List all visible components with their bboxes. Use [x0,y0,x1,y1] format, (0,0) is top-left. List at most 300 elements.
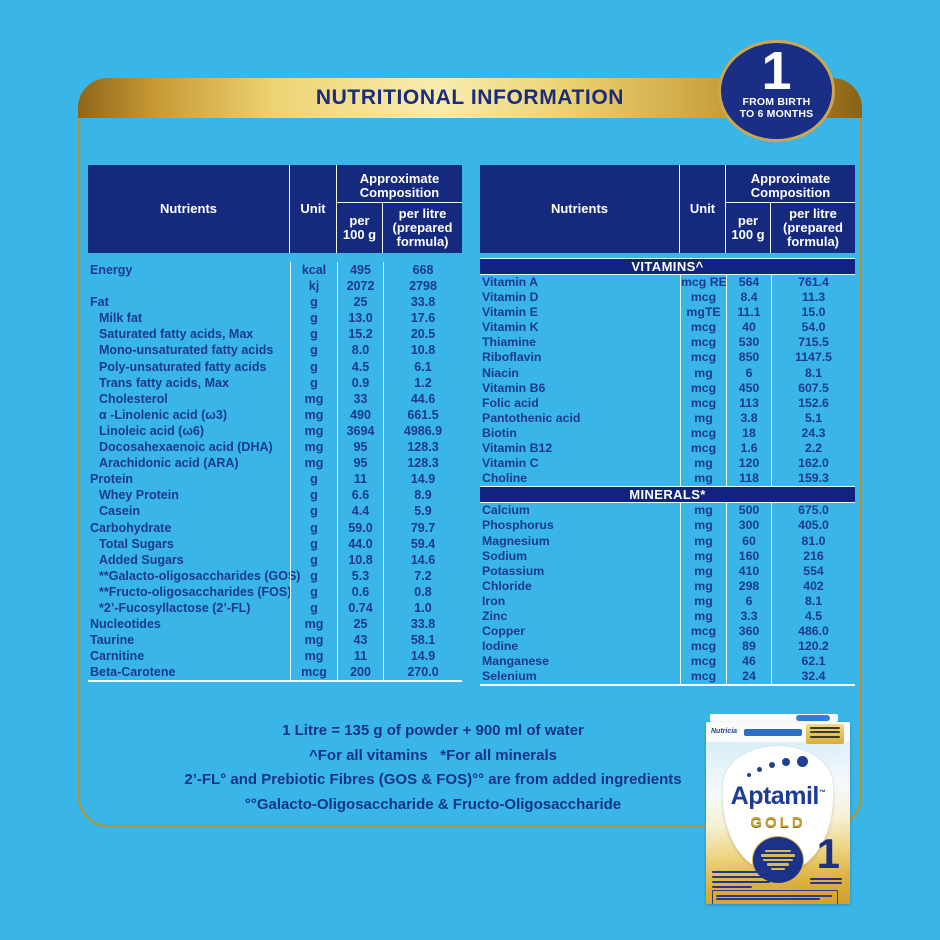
per-litre-value: 15.0 [771,305,855,320]
per-100g-value: 8.0 [337,342,383,358]
col-header-per-100g: per 100 g [337,203,383,253]
shield-dot [782,758,790,766]
shield-dot [769,762,775,768]
per-100g-value: 300 [726,518,771,533]
nutrient-name: Taurine [90,633,135,648]
nutrient-name: Vitamin B12 [482,441,553,456]
per-100g-value: 95 [337,439,383,455]
per-100g-value: 10.8 [337,552,383,568]
unit-value: mg [680,471,726,486]
unit-value: mg [290,407,337,423]
table-row [88,359,462,375]
pack-header-strip [706,722,850,742]
table-row [88,391,462,407]
unit-value: mcg [680,639,726,654]
table-row [88,487,462,503]
per-100g-value: 160 [726,549,771,564]
nutrient-name: Phosphorus [482,518,554,533]
table-row [88,471,462,487]
table-row [88,648,462,664]
nutrient-name: Docosahexaenoic acid (DHA) [99,440,273,455]
per-100g-value: 60 [726,534,771,549]
per-litre-value: 62.1 [771,654,855,669]
table-row [88,262,462,278]
table-row [480,456,855,471]
nutrient-name: Calcium [482,503,530,518]
table-row [480,639,855,654]
unit-value: mg [680,564,726,579]
per-litre-value: 2.2 [771,441,855,456]
vitamins-minerals-table-body [480,258,855,686]
unit-value: g [290,503,337,519]
per-100g-value: 18 [726,426,771,441]
nutrient-name: Vitamin B6 [482,380,546,395]
unit-value: mg [680,534,726,549]
per-litre-value: 554 [771,564,855,579]
per-litre-value: 128.3 [383,439,462,455]
per-100g-value: 46 [726,654,771,669]
per-100g-value: 11 [337,648,383,664]
per-100g-value: 24 [726,669,771,684]
table-header [88,165,462,253]
per-litre-value: 128.3 [383,455,462,471]
nutrient-name: Thiamine [482,335,536,350]
col-header-approx-composition: Approximate Composition [337,165,462,203]
stage-badge [718,40,835,142]
nutrient-name: Manganese [482,654,549,669]
per-litre-value: 5.9 [383,503,462,519]
per-100g-value: 43 [337,632,383,648]
vitamins-minerals-table [480,165,855,686]
table-header [480,165,855,253]
per-100g-value: 11 [337,471,383,487]
per-100g-value: 113 [726,396,771,411]
nutrient-name: Copper [482,624,526,639]
nutrients-table-body [88,262,462,682]
nutrient-name: Sodium [482,548,528,563]
per-litre-value: 8.1 [771,594,855,609]
unit-value: g [290,375,337,391]
unit-value: mcg RE [681,275,727,289]
nutrient-name: Beta-Carotene [90,665,176,680]
per-100g-value: 0.9 [337,375,383,391]
nutrient-name: Pantothenic acid [482,410,581,425]
per-100g-value: 120 [726,456,771,471]
per-100g-value: 850 [726,350,771,365]
table-row [88,342,462,358]
table-row [88,375,462,391]
table-row [480,381,855,396]
unit-value: g [290,310,337,326]
unit-value: mg [290,423,337,439]
per-100g-value: 360 [726,624,771,639]
per-litre-value: 0.8 [383,584,462,600]
pack-stage-caption-bars [810,876,842,884]
nutrient-name: Total Sugars [99,536,174,551]
per-litre-value: 4986.9 [383,423,462,439]
per-litre-value: 54.0 [771,320,855,335]
nutrient-name: Milk fat [99,311,143,326]
col-header-approx-composition: Approximate Composition [726,165,855,203]
table-row [88,455,462,471]
footnote-added-ingredients: 2’-FL° and Prebiotic Fibres (GOS & FOS)°° are from added ingredients [184,771,682,788]
nutrient-name: Arachidonic acid (ARA) [99,456,239,471]
nutrient-name: **Fructo-oligosaccharides (FOS) [99,584,292,599]
per-100g-value: 564 [726,275,771,290]
table-row [88,503,462,519]
per-100g-value: 15.2 [337,326,383,342]
per-litre-value: 10.8 [383,342,462,358]
nutrient-name: Iron [482,593,506,608]
nutrient-name: Vitamin E [482,305,538,320]
unit-value: mgTE [680,305,726,320]
per-litre-value: 79.7 [383,520,462,536]
unit-value: mg [290,439,337,455]
per-litre-value: 270.0 [383,664,462,680]
footnotes [88,719,778,817]
per-litre-value: 32.4 [771,669,855,684]
table-row [480,411,855,426]
table-row [480,624,855,639]
unit-value: g [290,294,337,310]
per-litre-value: 661.5 [383,407,462,423]
per-litre-value: 486.0 [771,624,855,639]
unit-value: kcal [290,262,337,278]
table-row [480,654,855,669]
pack-top-tab [796,715,830,721]
unit-value: mg [290,616,337,632]
per-litre-value: 5.1 [771,411,855,426]
table-row [480,564,855,579]
brand-name: Aptamil™ [730,782,826,810]
per-litre-value: 33.8 [383,294,462,310]
per-litre-value: 1147.5 [771,350,855,365]
unit-value: mcg [680,669,726,684]
shield-dot [757,767,762,772]
per-litre-value: 607.5 [771,381,855,396]
section-header: VITAMINS^ [480,258,855,275]
nutrient-name: Linoleic acid (ω6) [99,423,205,438]
per-100g-value: 3694 [337,423,383,439]
per-litre-value: 11.3 [771,290,855,305]
per-100g-value: 530 [726,335,771,350]
unit-value: mg [680,366,726,381]
col-header-per-100g: per 100 g [726,203,771,253]
nutrient-name: Cholesterol [99,391,168,406]
table-row [480,471,855,486]
nutrient-name: Biotin [482,425,517,440]
table-row [480,320,855,335]
table-row [88,520,462,536]
shield-dot [797,756,808,767]
per-litre-value: 162.0 [771,456,855,471]
unit-value: g [290,471,337,487]
per-100g-value: 3.8 [726,411,771,426]
section-header: MINERALS* [480,486,855,503]
table-row [88,584,462,600]
per-litre-value: 675.0 [771,503,855,518]
per-100g-value: 118 [726,471,771,486]
col-header-per-litre: per litre (prepared formula) [783,206,843,249]
unit-value: g [290,568,337,584]
pack-legal-box [712,890,838,904]
pack-description-bars [712,868,774,888]
per-litre-value: 6.1 [383,359,462,375]
per-litre-value: 24.3 [771,426,855,441]
unit-value: mcg [680,396,726,411]
nutrient-name: Vitamin A [482,275,539,289]
table-row [88,310,462,326]
per-litre-value: 7.2 [383,568,462,584]
per-litre-value: 668 [383,262,462,278]
nutrient-name: Zinc [482,608,508,623]
per-litre-value: 120.2 [771,639,855,654]
unit-value: g [290,342,337,358]
per-litre-value: 2798 [383,278,462,294]
per-100g-value: 6 [726,366,771,381]
per-litre-value: 14.9 [383,471,462,487]
per-100g-value: 59.0 [337,520,383,536]
per-litre-value: 1.2 [383,375,462,391]
nutrient-name: Vitamin D [482,290,539,305]
shield-dot [747,773,751,777]
per-100g-value: 500 [726,503,771,518]
per-litre-value: 14.9 [383,648,462,664]
table-row [88,407,462,423]
table-row [480,503,855,518]
unit-value: mcg [680,624,726,639]
nutrient-name: Vitamin C [482,456,539,471]
nutrient-name: Nucleotides [90,617,161,632]
footnote-symbols: ^For all vitamins *For all minerals [308,746,557,764]
per-100g-value: 11.1 [726,305,771,320]
nutrient-name: Poly-unsaturated fatty acids [99,359,267,374]
per-100g-value: 495 [337,262,383,278]
table-row [480,366,855,381]
table-row [480,350,855,365]
unit-value: g [290,487,337,503]
unit-value: mg [290,455,337,471]
table-row [480,579,855,594]
table-row [480,335,855,350]
per-100g-value: 2072 [337,278,383,294]
per-litre-value: 44.6 [383,391,462,407]
table-row [480,549,855,564]
table-row [88,326,462,342]
unit-value: mcg [290,664,337,680]
per-100g-value: 33 [337,391,383,407]
col-header-unit: Unit [290,165,337,253]
nutrient-name [88,278,290,294]
unit-value: mg [680,456,726,471]
per-litre-value: 59.4 [383,536,462,552]
per-100g-value: 1.6 [726,441,771,456]
table-row [480,305,855,320]
table-row [480,441,855,456]
per-100g-value: 95 [337,455,383,471]
per-100g-value: 25 [337,616,383,632]
nutrient-name: Saturated fatty acids, Max [99,327,254,342]
table-row [480,594,855,609]
unit-value: g [290,326,337,342]
nutrient-name: Casein [99,504,140,519]
pack-header-text-bar [744,729,802,736]
nutrient-name: Iodine [482,639,519,654]
table-row [88,278,462,294]
nutrient-name: Folic acid [482,395,539,410]
per-litre-value: 20.5 [383,326,462,342]
unit-value: mcg [680,335,726,350]
unit-value: g [290,520,337,536]
per-litre-value: 159.3 [771,471,855,486]
footnote-dilution: 1 Litre = 135 g of powder + 900 ml of water [282,722,584,739]
table-row [480,609,855,624]
nutrients-table [88,165,462,682]
badge-line-2: TO 6 MONTHS [739,108,814,120]
nutrient-name: Energy [90,263,133,277]
brand-variant: GOLD [750,814,806,831]
nutrient-name: Carbohydrate [90,520,172,535]
per-100g-value: 25 [337,294,383,310]
stage-number: 1 [761,41,792,101]
unit-value: mcg [680,290,726,305]
pack-stage-number: 1 [816,830,840,877]
page-title: NUTRITIONAL INFORMATION [315,86,625,109]
per-100g-value: 490 [337,407,383,423]
unit-value: mcg [680,426,726,441]
nutrient-name: Niacin [482,365,519,380]
unit-value: mg [680,503,726,518]
unit-value: mg [680,609,726,624]
table-row [88,294,462,310]
per-100g-value: 5.3 [337,568,383,584]
product-pack-image [706,714,850,906]
per-100g-value: 3.3 [726,609,771,624]
badge-line-1: FROM BIRTH [742,96,811,108]
per-100g-value: 450 [726,381,771,396]
unit-value: mg [290,648,337,664]
col-header-nutrients: Nutrients [480,165,680,253]
per-litre-value: 8.1 [771,366,855,381]
unit-value: mg [290,391,337,407]
table-row [88,616,462,632]
table-row [480,290,855,305]
nutrient-name: Fat [90,295,109,310]
nutrient-name: **Galacto-oligosaccharides (GOS) [99,568,301,583]
per-litre-value: 761.4 [771,275,855,290]
table-row [480,275,855,290]
unit-value: mg [290,632,337,648]
nutrient-name: Selenium [482,669,537,684]
unit-value: mcg [680,320,726,335]
unit-value: mg [680,411,726,426]
nutrient-name: Carnitine [90,649,145,664]
nutrient-name: Trans fatty acids, Max [99,375,229,390]
per-litre-value: 4.5 [771,609,855,624]
table-row [88,568,462,584]
per-litre-value: 152.6 [771,396,855,411]
nutricia-logo: Nutricia [711,728,738,735]
per-100g-value: 8.4 [726,290,771,305]
per-100g-value: 4.4 [337,503,383,519]
per-litre-value: 58.1 [383,632,462,648]
per-100g-value: 298 [726,579,771,594]
unit-value: g [290,359,337,375]
unit-value: mg [680,549,726,564]
table-row [480,534,855,549]
nutrient-name: Vitamin K [482,320,539,335]
table-row [480,396,855,411]
nutrient-name: Whey Protein [99,488,179,503]
per-litre-value: 14.6 [383,552,462,568]
nutrient-name: α -Linolenic acid (ω3) [99,407,227,422]
unit-value: g [290,584,337,600]
table-row [88,664,462,680]
col-header-unit: Unit [680,165,726,253]
table-row [88,600,462,616]
unit-value: mg [680,594,726,609]
per-100g-value: 89 [726,639,771,654]
per-litre-value: 17.6 [383,310,462,326]
per-100g-value: 40 [726,320,771,335]
nutrient-name: Potassium [482,563,545,578]
table-row [88,552,462,568]
per-100g-value: 0.74 [337,600,383,616]
col-header-nutrients: Nutrients [88,165,290,253]
per-100g-value: 200 [337,664,383,680]
nutrient-name: Protein [90,472,134,487]
table-row [88,423,462,439]
unit-value: kj [290,278,337,294]
table-row [480,518,855,533]
per-litre-value: 405.0 [771,518,855,533]
per-100g-value: 44.0 [337,536,383,552]
table-row [88,439,462,455]
footnote-gos-fos: °°Galacto-Oligosaccharide & Fructo-Oligosaccharide [244,795,622,813]
nutrient-name: Chloride [482,578,532,593]
table-row [480,426,855,441]
per-litre-value: 33.8 [383,616,462,632]
unit-value: g [290,552,337,568]
unit-value: mg [680,518,726,533]
nutrient-name: Added Sugars [99,552,184,567]
nutrient-name: Mono-unsaturated fatty acids [99,343,274,358]
table-row [480,669,855,684]
pack-front [706,722,850,904]
table-row [88,536,462,552]
per-100g-value: 0.6 [337,584,383,600]
per-litre-value: 81.0 [771,534,855,549]
per-litre-value: 402 [771,579,855,594]
nutrient-name: Choline [482,471,528,486]
col-header-per-litre: per litre (prepared formula) [392,206,453,249]
pack-gold-flag [806,724,844,744]
per-100g-value: 410 [726,564,771,579]
unit-value: mcg [680,441,726,456]
unit-value: mg [680,579,726,594]
per-100g-value: 6.6 [337,487,383,503]
unit-value: mcg [680,381,726,396]
per-litre-value: 216 [771,549,855,564]
per-litre-value: 1.0 [383,600,462,616]
nutrient-name: Riboflavin [482,350,542,365]
per-litre-value: 715.5 [771,335,855,350]
nutrient-name: Magnesium [482,533,550,548]
per-100g-value: 4.5 [337,359,383,375]
unit-value: mcg [680,654,726,669]
table-row [88,632,462,648]
unit-value: g [290,600,337,616]
